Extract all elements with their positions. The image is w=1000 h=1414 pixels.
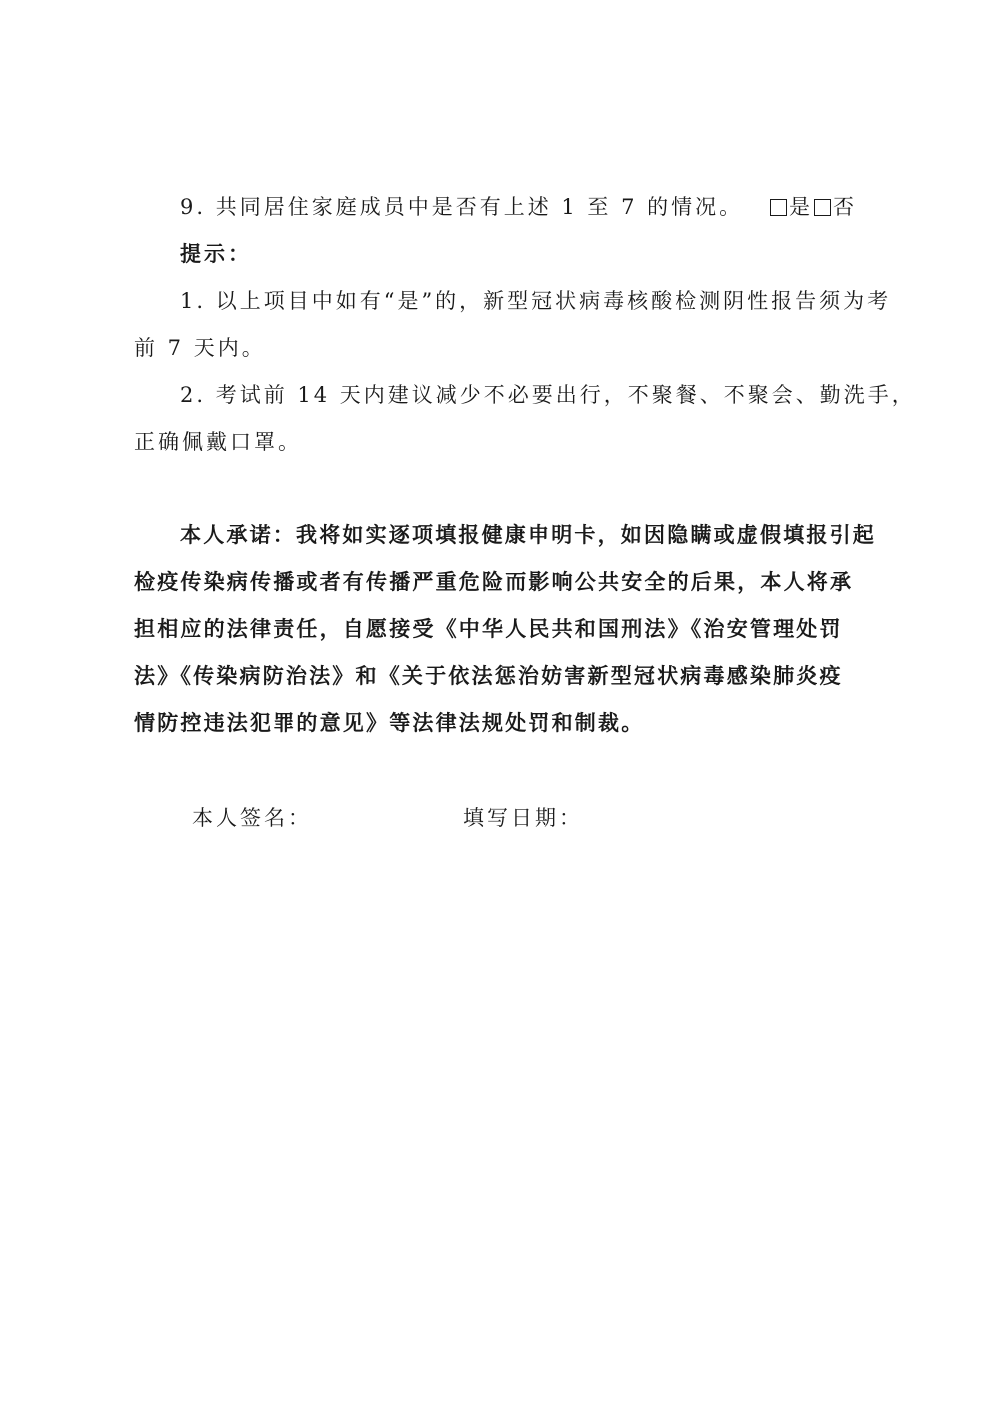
hint-1-line-2: 前 7 天内。 (134, 336, 266, 360)
signature-label: 本人签名： (192, 806, 312, 830)
option-yes-label: 是 (789, 195, 812, 219)
promise-line-2: 检疫传染病传播或者有传播严重危险而影响公共安全的后果，本人将承 (134, 569, 854, 594)
checkbox-yes[interactable] (770, 199, 787, 216)
promise-line-4: 法》《传染病防治法》和《关于依法惩治妨害新型冠状病毒感染肺炎疫 (134, 663, 843, 688)
date-label: 填写日期： (463, 806, 583, 830)
promise-line-5: 情防控违法犯罪的意见》等法律法规处罚和制裁。 (134, 710, 645, 735)
hint-2-line-2: 正确佩戴口罩。 (134, 430, 302, 454)
question-9-text: 9. 共同居住家庭成员中是否有上述 1 至 7 的情况。 (180, 195, 744, 219)
hint-1-line-1: 1. 以上项目中如有“是”的，新型冠状病毒核酸检测阴性报告须为考 (180, 289, 892, 313)
checkbox-no[interactable] (814, 199, 831, 216)
promise-line-3: 担相应的法律责任，自愿接受《中华人民共和国刑法》《治安管理处罚 (134, 616, 843, 641)
option-no-label: 否 (833, 195, 856, 219)
hints-title: 提示： (180, 241, 252, 266)
question-9-options (770, 193, 858, 221)
promise-line-1: 本人承诺：我将如实逐项填报健康申明卡，如因隐瞒或虚假填报引起 (180, 522, 876, 547)
hint-2-line-1: 2. 考试前 14 天内建议减少不必要出行，不聚餐、不聚会、勤洗手， (180, 383, 916, 407)
